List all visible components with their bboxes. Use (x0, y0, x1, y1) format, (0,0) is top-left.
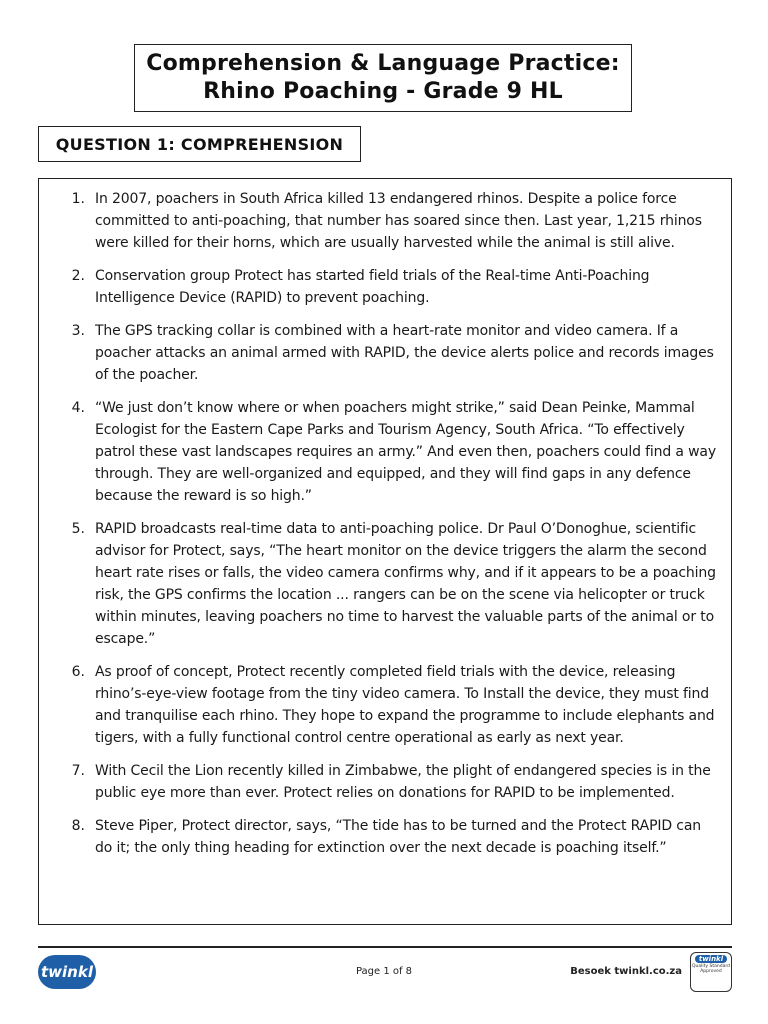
badge-logo: twinkl (695, 955, 727, 963)
paragraph-number: 2. (71, 268, 85, 284)
twinkl-logo: twinkl (38, 955, 96, 989)
paragraph-number: 5. (71, 521, 85, 537)
paragraph-item (39, 397, 717, 507)
document-title (134, 44, 632, 112)
paragraph-number: 3. (71, 323, 85, 339)
paragraph-number: 8. (71, 818, 85, 834)
badge-text: Quality Standard Approved (692, 964, 730, 974)
paragraph-number: 1. (71, 191, 85, 207)
paragraph-item (39, 320, 717, 386)
quality-badge (690, 952, 732, 992)
paragraph-text: “We just don’t know where or when poachers might strike,” said Dean Peinke, Mammal Ecologist for the Eastern Cape Parks and Tourism Agency, South Africa. “To effectively patrol these vast landscapes requires an army.” And even then, poachers could find a way through. They are well-organized and equipped, and they will find gaps in any defence because the reward is so high.” (95, 400, 716, 504)
question-heading: QUESTION 1: COMPREHENSION (38, 126, 361, 162)
footer-divider (38, 946, 732, 948)
paragraph-item (39, 518, 717, 650)
paragraph-text: RAPID broadcasts real-time data to anti-poaching police. Dr Paul O’Donoghue, scientific advisor for Protect, says, “The heart monitor on the device triggers the alarm the second heart rate rises or falls, the video camera confirms why, and if it appears to be a poaching risk, the GPS confirms the location ... rangers can be on the scene via helicopter or truck within minutes, leaving poachers no time to harvest the valuable parts of the animal or to escape.” (95, 521, 716, 647)
page-number: Page 1 of 8 (355, 966, 413, 977)
paragraph-number: 7. (71, 763, 85, 779)
paragraph-text: Steve Piper, Protect director, says, “The tide has to be turned and the Protect RAPID can do it; the only thing heading for extinction over the next decade is poaching itself.” (95, 818, 701, 856)
paragraph-item (39, 661, 717, 749)
comprehension-passage (38, 178, 732, 925)
paragraph-item (39, 188, 717, 254)
paragraph-number: 4. (71, 400, 85, 416)
title-line-2: Rhino Poaching - Grade 9 HL (203, 79, 563, 104)
site-link[interactable]: Besoek twinkl.co.za (570, 966, 682, 977)
title-line-1: Comprehension & Language Practice: (146, 51, 620, 76)
paragraph-text: As proof of concept, Protect recently completed field trials with the device, releasing rhino’s-eye-view footage from the tiny video camera. To Install the device, they must find and tranquilise each rhino. They hope to expand the programme to include elephants and tigers, with a fully functional control centre operational as early as next year. (95, 664, 715, 746)
paragraph-number: 6. (71, 664, 85, 680)
paragraph-text: With Cecil the Lion recently killed in Zimbabwe, the plight of endangered species is in the public eye more than ever. Protect relies on donations for RAPID to be implemented. (95, 763, 711, 801)
paragraph-text: In 2007, poachers in South Africa killed 13 endangered rhinos. Despite a police force committed to anti-poaching, that number has soared since then. Last year, 1,215 rhinos were killed for their horns, which are usually harvested while the animal is still alive. (95, 191, 702, 251)
paragraph-item (39, 265, 717, 309)
paragraph-item (39, 815, 717, 859)
paragraph-text: The GPS tracking collar is combined with a heart-rate monitor and video camera. If a poacher attacks an animal armed with RAPID, the device alerts police and records images of the poacher. (95, 323, 714, 383)
paragraph-text: Conservation group Protect has started field trials of the Real-time Anti-Poaching Intelligence Device (RAPID) to prevent poaching. (95, 268, 650, 306)
paragraph-item (39, 760, 717, 804)
